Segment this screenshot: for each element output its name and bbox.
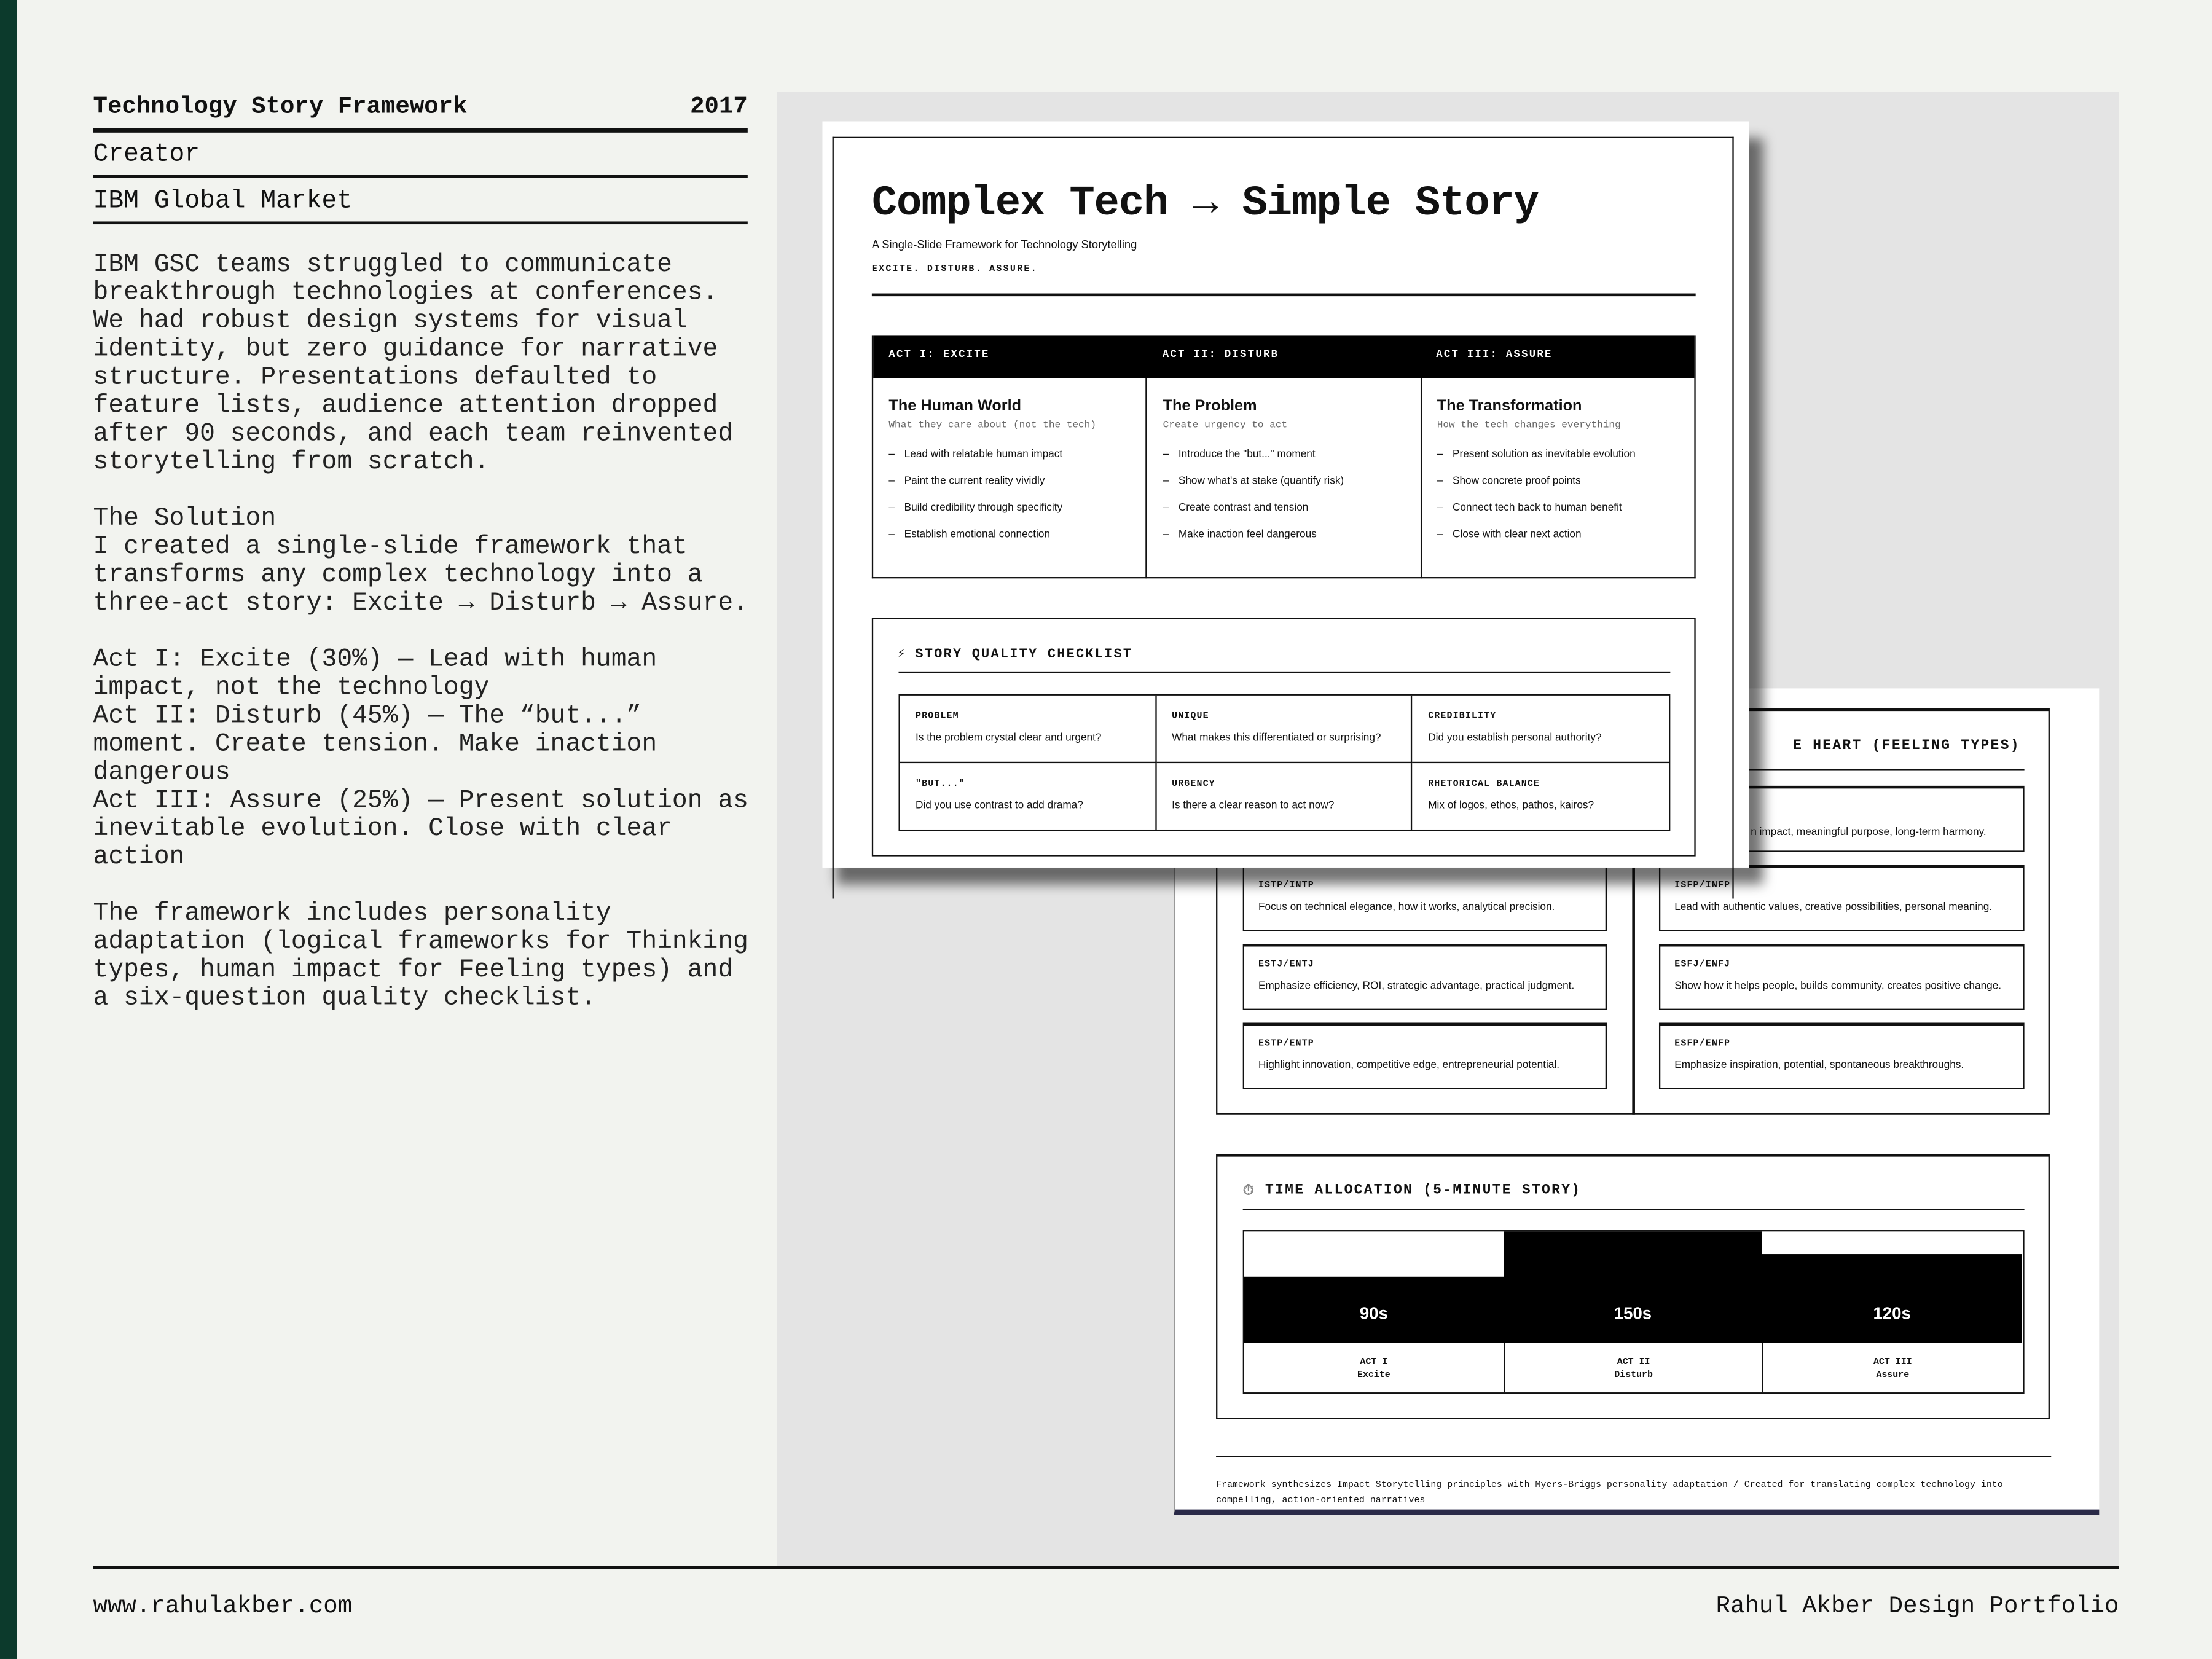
feeling-card: [1659, 944, 2025, 1010]
time-value-label: 150s: [1614, 1303, 1652, 1324]
act-item: – Establish emotional connection: [888, 527, 1051, 541]
feeling-desc: n impact, meaningful purpose, long-term harmony.: [1751, 825, 1986, 838]
checklist-item: PROBLEM Is the problem crystal clear and urgent?: [900, 696, 1156, 763]
client-row: [93, 181, 748, 224]
act-item: – Paint the current reality vividly: [888, 474, 1045, 487]
act-item: – Connect tech back to human benefit: [1437, 501, 1622, 514]
quality-checklist: [872, 618, 1696, 857]
slide-title: Complex Tech → Simple Story: [871, 180, 1539, 229]
role-label: Creator: [93, 141, 200, 170]
acts-header: [873, 335, 1694, 378]
type-label: ISFP/INFP: [1674, 880, 1731, 890]
lightning-icon: ⚡: [897, 646, 907, 662]
act-phase: Excite: [1357, 1370, 1390, 1380]
description-paragraph: IBM GSC teams struggled to communicate breakthrough technologies at conferences. We had robust design systems for visual identity, but zero guidance for narrative structure. Presentations defaulted to feature lists, audience attention dropped after 90 seconds, and each team reinvented storytelling from scratch.: [93, 251, 734, 477]
checklist-divider: [898, 672, 1670, 673]
type-desc: Highlight innovation, competitive edge, entrepreneurial potential.: [1258, 1057, 1560, 1071]
checklist-item: "BUT..." Did you use contrast to add drama?: [900, 763, 1156, 830]
slide-subtitle: A Single-Slide Framework for Technology Storytelling: [871, 238, 1137, 251]
type-label: ISTP/INTP: [1258, 880, 1314, 890]
act-item: – Present solution as inevitable evolution: [1437, 447, 1636, 460]
checklist-title: STORY QUALITY CHECKLIST: [915, 646, 1133, 662]
solution-heading: The Solution: [93, 504, 276, 533]
act-header: ACT I: EXCITE: [888, 350, 990, 361]
act-item: – Show what's at stake (quantify risk): [1163, 474, 1344, 487]
act-phase: Assure: [1876, 1370, 1910, 1380]
type-label: ESFJ/ENFJ: [1674, 959, 1731, 970]
checklist-item: UNIQUE What makes this differentiated or surprising?: [1156, 696, 1413, 763]
client-name: IBM Global Market: [93, 187, 353, 216]
type-label: ESTJ/ENTJ: [1258, 959, 1314, 970]
checklist-item: RHETORICAL BALANCE Mix of logos, ethos, pathos, kairos?: [1428, 778, 1594, 810]
thinking-card: [1243, 944, 1607, 1010]
act-phase: Disturb: [1614, 1370, 1653, 1380]
slide-frame: [833, 137, 1734, 899]
act-item: – Introduce the "but..." moment: [1163, 447, 1316, 460]
time-title: TIME ALLOCATION (5-MINUTE STORY): [1265, 1183, 1582, 1199]
slide-preview-front: [823, 121, 1749, 868]
act-time-label: [1762, 1343, 2022, 1392]
checklist-grid: [898, 694, 1670, 831]
act-title: The Human World: [888, 398, 1022, 415]
type-desc: Lead with authentic values, creative possibilities, personal meaning.: [1674, 900, 1993, 913]
description-paragraph: The framework includes personality adaptation (logical frameworks for Thinking types, human impact for Feeling types) and a six-question quality checklist.: [93, 900, 748, 1013]
title-divider: [872, 294, 1696, 297]
project-title: Technology Story Framework: [93, 94, 468, 122]
act-header: ACT III: ASSURE: [1436, 350, 1553, 361]
act-description: Act II: Disturb (45%) — The “but...” moment. Create tension. Make inaction dangerous: [93, 702, 657, 788]
act-time-label: [1244, 1343, 1504, 1392]
checklist-title-row: [897, 646, 1132, 662]
footer-divider: [1216, 1456, 2051, 1457]
act-time-label: [1504, 1343, 1763, 1392]
type-desc: Show how it helps people, builds community, creates positive change.: [1674, 979, 2002, 992]
type-desc: Focus on technical elegance, how it works, analytical precision.: [1258, 900, 1555, 913]
time-value-label: 90s: [1359, 1303, 1388, 1324]
act-name: ACT III: [1873, 1357, 1912, 1367]
slide-tagline: EXCITE. DISTURB. ASSURE.: [871, 264, 1038, 274]
time-value-label: 120s: [1873, 1303, 1911, 1324]
website-link[interactable]: www.rahulakber.com: [93, 1594, 353, 1621]
act-column: [1147, 378, 1421, 578]
feeling-header: E HEART (FEELING TYPES): [1793, 739, 2020, 755]
time-bar: [1762, 1254, 2022, 1343]
act-name: ACT II: [1617, 1357, 1650, 1367]
act-name: ACT I: [1360, 1357, 1388, 1367]
role-row: [93, 135, 748, 178]
accent-strip: [0, 0, 17, 1659]
act-subtitle: Create urgency to act: [1163, 420, 1288, 432]
act-title: The Transformation: [1437, 398, 1582, 415]
thinking-card: [1243, 1023, 1607, 1089]
feeling-card: [1659, 1023, 2025, 1089]
act-column: [1421, 378, 1694, 578]
type-desc: Emphasize inspiration, potential, spontaneous breakthroughs.: [1674, 1057, 1964, 1071]
time-bar: [1504, 1231, 1763, 1343]
type-desc: Emphasize efficiency, ROI, strategic advantage, practical judgment.: [1258, 979, 1575, 992]
act-description: Act III: Assure (25%) — Present solution as inevitable evolution. Close with clear action: [93, 787, 748, 872]
act-header: ACT II: DISTURB: [1162, 350, 1279, 361]
act-title: The Problem: [1163, 398, 1257, 415]
act-item: – Build credibility through specificity: [888, 501, 1063, 514]
description-paragraph: I created a single-slide framework that transforms any complex technology into a three-act story: Excite → Disturb → Assure.: [93, 533, 748, 618]
act-item: – Lead with relatable human impact: [888, 447, 1063, 460]
act-subtitle: How the tech changes everything: [1437, 420, 1621, 432]
page-footer-divider: [93, 1566, 2119, 1569]
time-title-row: [1243, 1183, 1582, 1201]
type-label: ESTP/ENTP: [1258, 1038, 1314, 1048]
time-allocation-box: [1216, 1154, 2050, 1419]
project-description: [93, 251, 756, 1013]
act-item: – Create contrast and tension: [1163, 501, 1309, 514]
checklist-item: CREDIBILITY Did you establish personal authority?: [1413, 696, 1669, 763]
act-column: [873, 378, 1147, 578]
stopwatch-icon: ⏱: [1242, 1185, 1255, 1201]
portfolio-label: Rahul Akber Design Portfolio: [1716, 1594, 2119, 1621]
type-label: ESFP/ENFP: [1674, 1038, 1731, 1048]
act-item: – Close with clear next action: [1437, 527, 1582, 541]
act-description: Act I: Excite (30%) — Lead with human impact, not the technology: [93, 646, 657, 703]
slide-footer-note: Framework synthesizes Impact Storytelling principles with Myers-Briggs personality adaptation / Created for translating complex technology into compelling, action-oriented narratives: [1216, 1480, 2003, 1505]
time-divider: [1243, 1209, 2025, 1210]
act-subtitle: What they care about (not the tech): [888, 420, 1096, 432]
checklist-item: URGENCY Is there a clear reason to act now?: [1156, 763, 1413, 830]
project-year: 2017: [690, 94, 748, 122]
act-item: – Show concrete proof points: [1437, 474, 1581, 487]
project-title-row: [93, 87, 748, 132]
time-chart: [1243, 1230, 2025, 1394]
acts-table: [872, 335, 1696, 578]
act-item: – Make inaction feel dangerous: [1163, 527, 1317, 541]
